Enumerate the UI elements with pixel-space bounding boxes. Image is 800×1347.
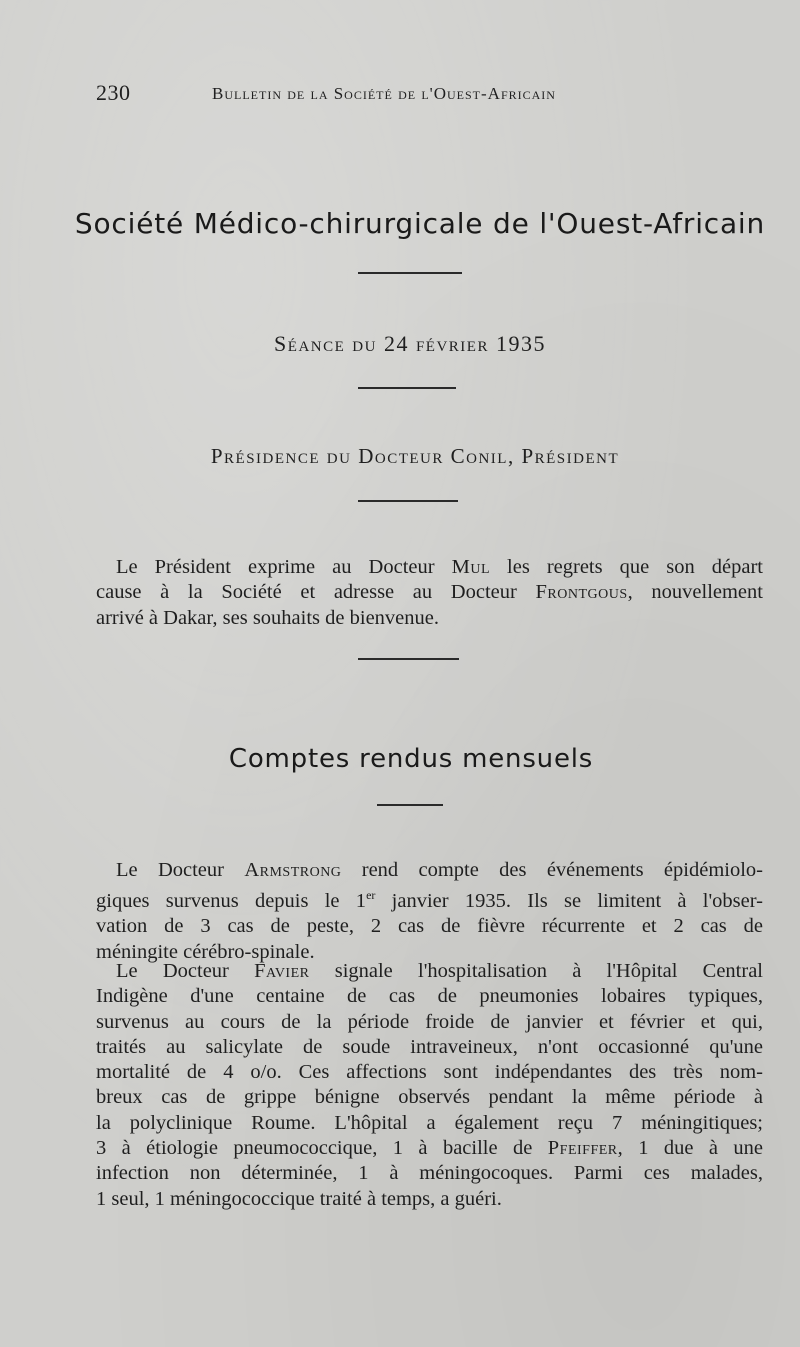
person-name: Frontgous: [535, 581, 628, 604]
section-title: Comptes rendus mensuels: [228, 744, 594, 774]
person-name: Favier: [254, 960, 310, 982]
running-title: Bulletin de la Société de l'Ouest-Africain: [212, 84, 556, 103]
paragraph-line: [96, 959, 763, 984]
text-span: signale l'hospitalisation à l'Hôpital Central: [309, 960, 763, 982]
person-name: Armstrong: [244, 859, 342, 881]
text-span: , 1 due à une: [617, 1137, 764, 1160]
paragraph-line: [96, 858, 763, 883]
society-title: Société Médico-chirurgicale de l'Ouest-Africain: [74, 207, 766, 240]
paragraph-line: 1 seul, 1 méningococcique traité à temps, a guéri.: [96, 1187, 502, 1210]
person-name: Mul: [451, 556, 490, 578]
text-span: 3 à étiologie pneumococcique, 1 à bacille de: [96, 1137, 548, 1160]
divider-rule: [377, 804, 443, 806]
divider-rule: [358, 500, 458, 502]
text-span: cause à la Société et adresse au Docteur: [96, 581, 536, 604]
presidency-heading: Présidence du Docteur Conil, Président: [210, 444, 620, 468]
divider-rule: [358, 658, 459, 660]
favier-paragraph: [96, 959, 763, 1212]
text-span: rend compte des événements épidémiolo-: [341, 859, 763, 881]
page-number: 230: [96, 80, 131, 105]
paragraph-line: infection non déterminée, 1 à méningocoques. Parmi ces malades,: [96, 1162, 763, 1185]
text-span: Le Docteur: [116, 859, 245, 881]
divider-rule: [358, 387, 456, 389]
opening-paragraph: [96, 555, 763, 631]
person-name: Pfeiffer: [547, 1137, 618, 1160]
text-span: , nouvellement: [627, 581, 763, 604]
paragraph-line: vation de 3 cas de peste, 2 cas de fièvre récurrente et 2 cas de: [96, 915, 763, 938]
paragraph-line: [96, 555, 763, 580]
text-span: giques survenus depuis le 1: [96, 890, 367, 913]
paragraph-line: [96, 883, 763, 914]
paragraph-line: traités au salicylate de soude intraveineux, n'ont occasionné qu'une: [96, 1035, 763, 1058]
text-span: Le Président exprime au Docteur: [116, 556, 452, 578]
text-span: Le Docteur: [116, 960, 255, 982]
paragraph-line: breux cas de grippe bénigne observés pendant la même période à: [96, 1086, 763, 1109]
paragraph-line: mortalité de 4 o/o. Ces affections sont indépendantes des très nom-: [96, 1061, 763, 1084]
paragraph-line: survenus au cours de la période froide de janvier et février et qui,: [96, 1010, 763, 1033]
paragraph-line: méningite cérébro-spinale.: [96, 940, 315, 963]
paragraph-line: la polyclinique Roume. L'hôpital a également reçu 7 méningitiques;: [96, 1111, 763, 1134]
superscript: er: [366, 888, 376, 903]
running-head: [96, 80, 736, 110]
paragraph-line: arrivé à Dakar, ses souhaits de bienvenue.: [96, 606, 439, 629]
text-span: janvier 1935. Ils se limitent à l'obser-: [375, 890, 763, 913]
text-span: les regrets que son départ: [490, 556, 763, 578]
paragraph-line: [96, 1136, 763, 1161]
session-date-heading: Séance du 24 février 1935: [274, 331, 546, 356]
divider-rule: [358, 272, 462, 274]
armstrong-paragraph: [96, 858, 763, 965]
paragraph-line: Indigène d'une centaine de cas de pneumonies lobaires typiques,: [96, 985, 763, 1008]
paragraph-line: [96, 580, 763, 605]
